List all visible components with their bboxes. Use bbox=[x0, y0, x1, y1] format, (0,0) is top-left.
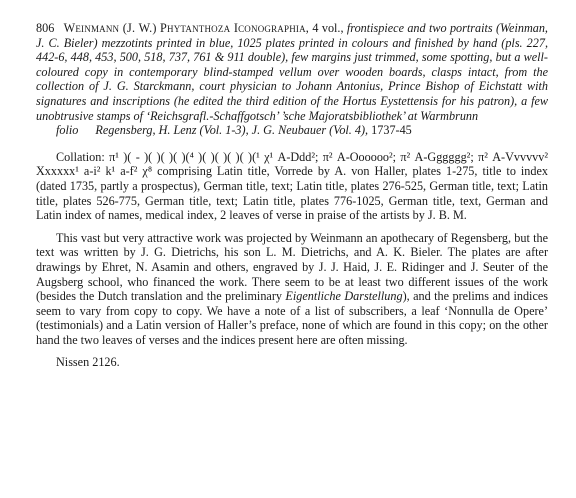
entry-volumes: 4 vol., bbox=[312, 21, 344, 35]
entry-reference: Nissen 2126. bbox=[56, 355, 120, 370]
entry-notes-italic-title: Eigentliche Darstellung bbox=[285, 289, 403, 304]
entry-years: 1737-45 bbox=[371, 123, 412, 138]
entry-format: folio bbox=[56, 123, 79, 138]
entry-publisher: Regensberg, H. Lenz (Vol. 1-3), J. G. Neubauer (Vol. 4), bbox=[95, 123, 369, 138]
entry-collation: Collation: π¹ )( - )( )( )( )(⁴ )( )( )( )( )(¹ χ¹ A-Ddd²; π² A-Oooooo²; π² A-Gggggg²; π² A-Vvvvvv² Xxxxxx¹ a-i² k¹ a-f² χ⁸ comprising Latin title, Vorrede by A. von Haller, plates 1-275, title to index (dated 1735, partly a prospectus), German title, text; Latin title, plates 276-525, German title, text; Latin title, plates 526-775, German title, text; Latin title, plates 776-1025, German title, text, German and Latin index of names, medical index, 2 leaves of verse in praise of the artists by J. B. M. bbox=[36, 149, 548, 223]
entry-description: frontispiece and two portraits (Weinman, J. C. Bieler) mezzotints printed in blue, 1025 plates printed in colours and finished by hand (pls. 227, 442-6, 448, 453, 500, 518, 737, 761 & 911 double), few margins just trimmed, some spotting, but a well-coloured copy in contemporary blind-stamped vellum over wooden boards, clasps intact, from the collection of J. G. Starckmann, court physician to Johann Antonius, Prince Bishop of Eichstatt with signatures and inscriptions (he edited the third edition of the Hortus Eystettensis for his patron), a few unobtrusive stamps of ‘Reichsgrafl.-Schaffgotsch’ ’sche Majoratsbibliothek’ at Warmbrunn bbox=[36, 21, 548, 123]
catalogue-entry bbox=[36, 21, 548, 370]
lot-number: 806 bbox=[36, 21, 55, 35]
entry-title: Phytanthoza Iconographia, bbox=[160, 21, 310, 35]
entry-heading bbox=[36, 21, 548, 123]
entry-notes-part1: This vast but very attractive work was projected by Weinmann an apothecary of Regensberg, but the text was written by J. G. Dietrichs, his son L. M. Dietrichs, and A. K. Bieler. The plates are after drawings by Ehret, N. Asamin and others, engraved by J. J. Haid, J. E. Ridinger and J. Seuter of the Augsberg school, who financed the work. There seem to be at least two different issues of the work (besides the Dutch translation and the preliminary bbox=[36, 230, 548, 304]
entry-notes bbox=[36, 231, 548, 348]
entry-notes-part2: ), and the prelims and indices seem to vary from copy to copy. We have a note of a list of subscribers, a leaf ‘Nonnulla de Opere’ (testimonials) and a Latin version of Haller’s preface, none of which are found in this copy; on the other hand the two leaves of verses and the indices present here are often missing. bbox=[36, 289, 549, 347]
entry-author: Weinmann (J. W.) bbox=[63, 21, 157, 35]
entry-imprint bbox=[36, 123, 548, 138]
